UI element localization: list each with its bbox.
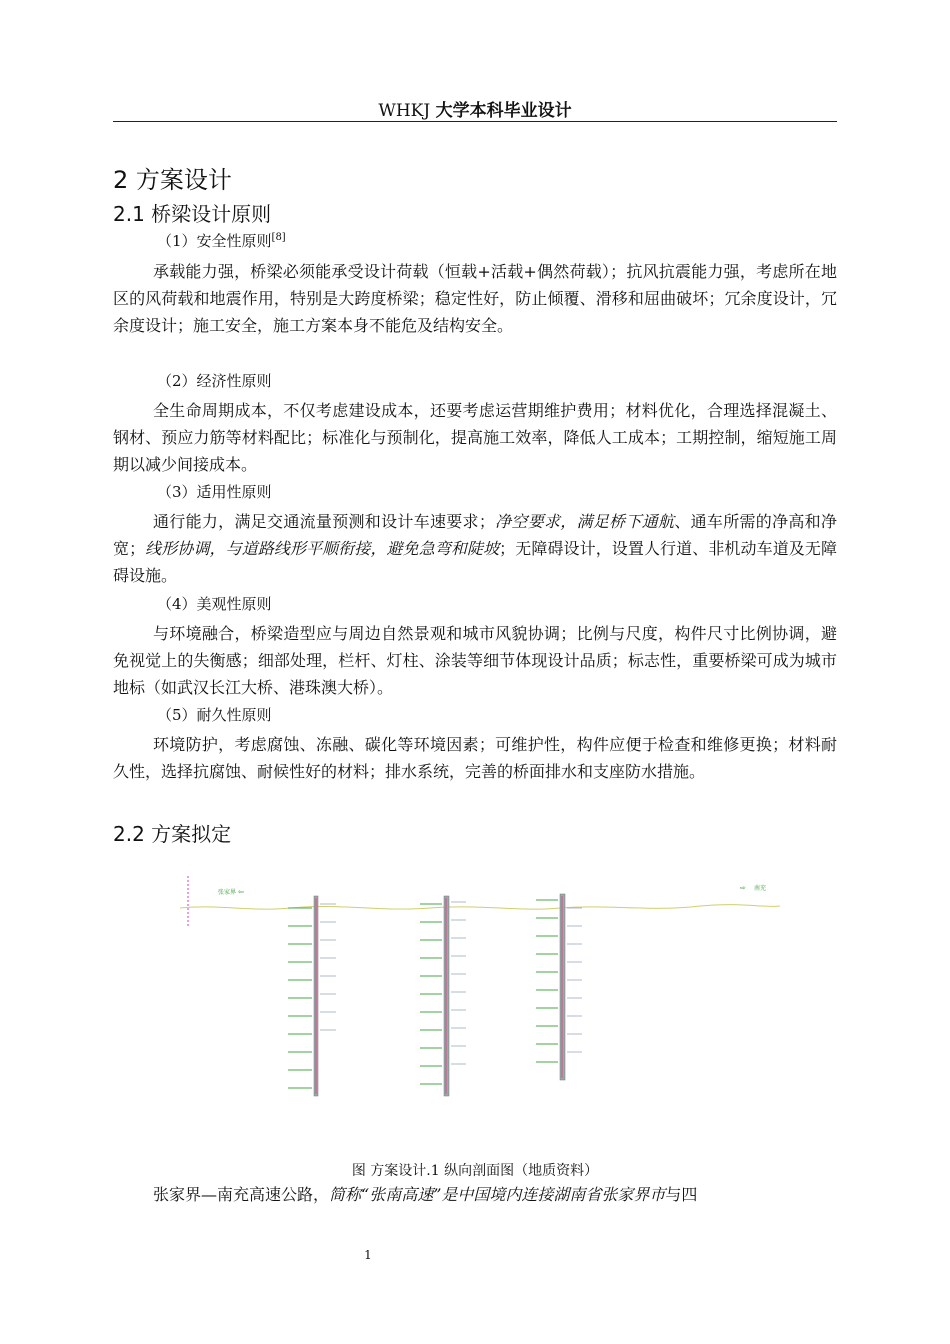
header-latin: WHKJ [378, 101, 431, 121]
section-title-2-2: 2.2 方案拟定 [113, 822, 232, 846]
geological-profile-figure [180, 868, 780, 1108]
left-arrow-icon: ⇦ [238, 888, 244, 896]
page-number: 1 [364, 1248, 372, 1262]
borehole-2 [420, 896, 466, 1096]
chapter-title: 2 方案设计 [113, 166, 232, 194]
subheading-economy: （2）经济性原则 [157, 372, 272, 390]
header-cn: 大学本科毕业设计 [435, 101, 572, 121]
left-direction-label: 张家界 [218, 889, 237, 896]
paragraph-applicability: 通行能力，满足交通流量预测和设计车速要求；净空要求，满足桥下通航、通车所需的净高和净宽；线形协调，与道路线形平顺衔接，避免急弯和陡坡；无障碍设计，设置人行道、非机动车道及无障碍设施。 [113, 512, 837, 585]
paragraph-safety: 承载能力强，桥梁必须能承受设计荷载（恒载+活载+偶然荷载）；抗风抗震能力强，考虑所在地区的风荷载和地震作用，特别是大跨度桥梁；稳定性好，防止倾覆、滑移和屈曲破坏；冗余度设计，冗余度设计；施工安全，施工方案本身不能危及结构安全。 [113, 262, 837, 335]
paragraph-economy: 全生命周期成本，不仅考虑建设成本，还要考虑运营期维护费用；材料优化，合理选择混凝土、钢材、预应力筋等材料配比；标准化与预制化，提高施工效率，降低人工成本；工期控制，缩短施工周期以减少间接成本。 [113, 401, 837, 474]
figure-caption: 图 方案设计.1 纵向剖面图（地质资料） [351, 1163, 599, 1179]
right-direction-label: 南充 [754, 885, 767, 892]
subheading-applicability: （3）适用性原则 [157, 483, 272, 501]
paragraph-aesthetics: 与环境融合，桥梁造型应与周边自然景观和城市风貌协调；比例与尺度，构件尺寸比例协调，避免视觉上的失衡感；细部处理，栏杆、灯柱、涂装等细节体现设计品质；标志性，重要桥梁可成为城市地标（如武汉长江大桥、港珠澳大桥）。 [113, 624, 837, 697]
citation-ref: [8] [271, 232, 286, 243]
paragraph-route-intro: 张家界—南充高速公路，简称“张南高速”是中国境内连接湖南省张家界市与四 [153, 1185, 698, 1204]
section-title-2-1: 2.1 桥梁设计原则 [113, 202, 272, 226]
subheading-durability: （5）耐久性原则 [157, 706, 272, 724]
paragraph-durability: 环境防护，考虑腐蚀、冻融、碳化等环境因素；可维护性，构件应便于检查和维修更换；材料耐久性，选择抗腐蚀、耐候性好的材料；排水系统，完善的桥面排水和支座防水措施。 [113, 735, 837, 781]
right-arrow-icon: ⇨ [740, 884, 746, 892]
borehole-3 [536, 894, 582, 1080]
geological-profile-drawing [180, 868, 780, 1108]
borehole-1 [288, 896, 336, 1096]
header-rule [113, 121, 837, 122]
subheading-safety: （1）安全性原则[8] [157, 232, 286, 250]
subheading-aesthetics: （4）美观性原则 [157, 595, 272, 613]
ground-line [180, 905, 780, 910]
page-header [113, 96, 837, 121]
